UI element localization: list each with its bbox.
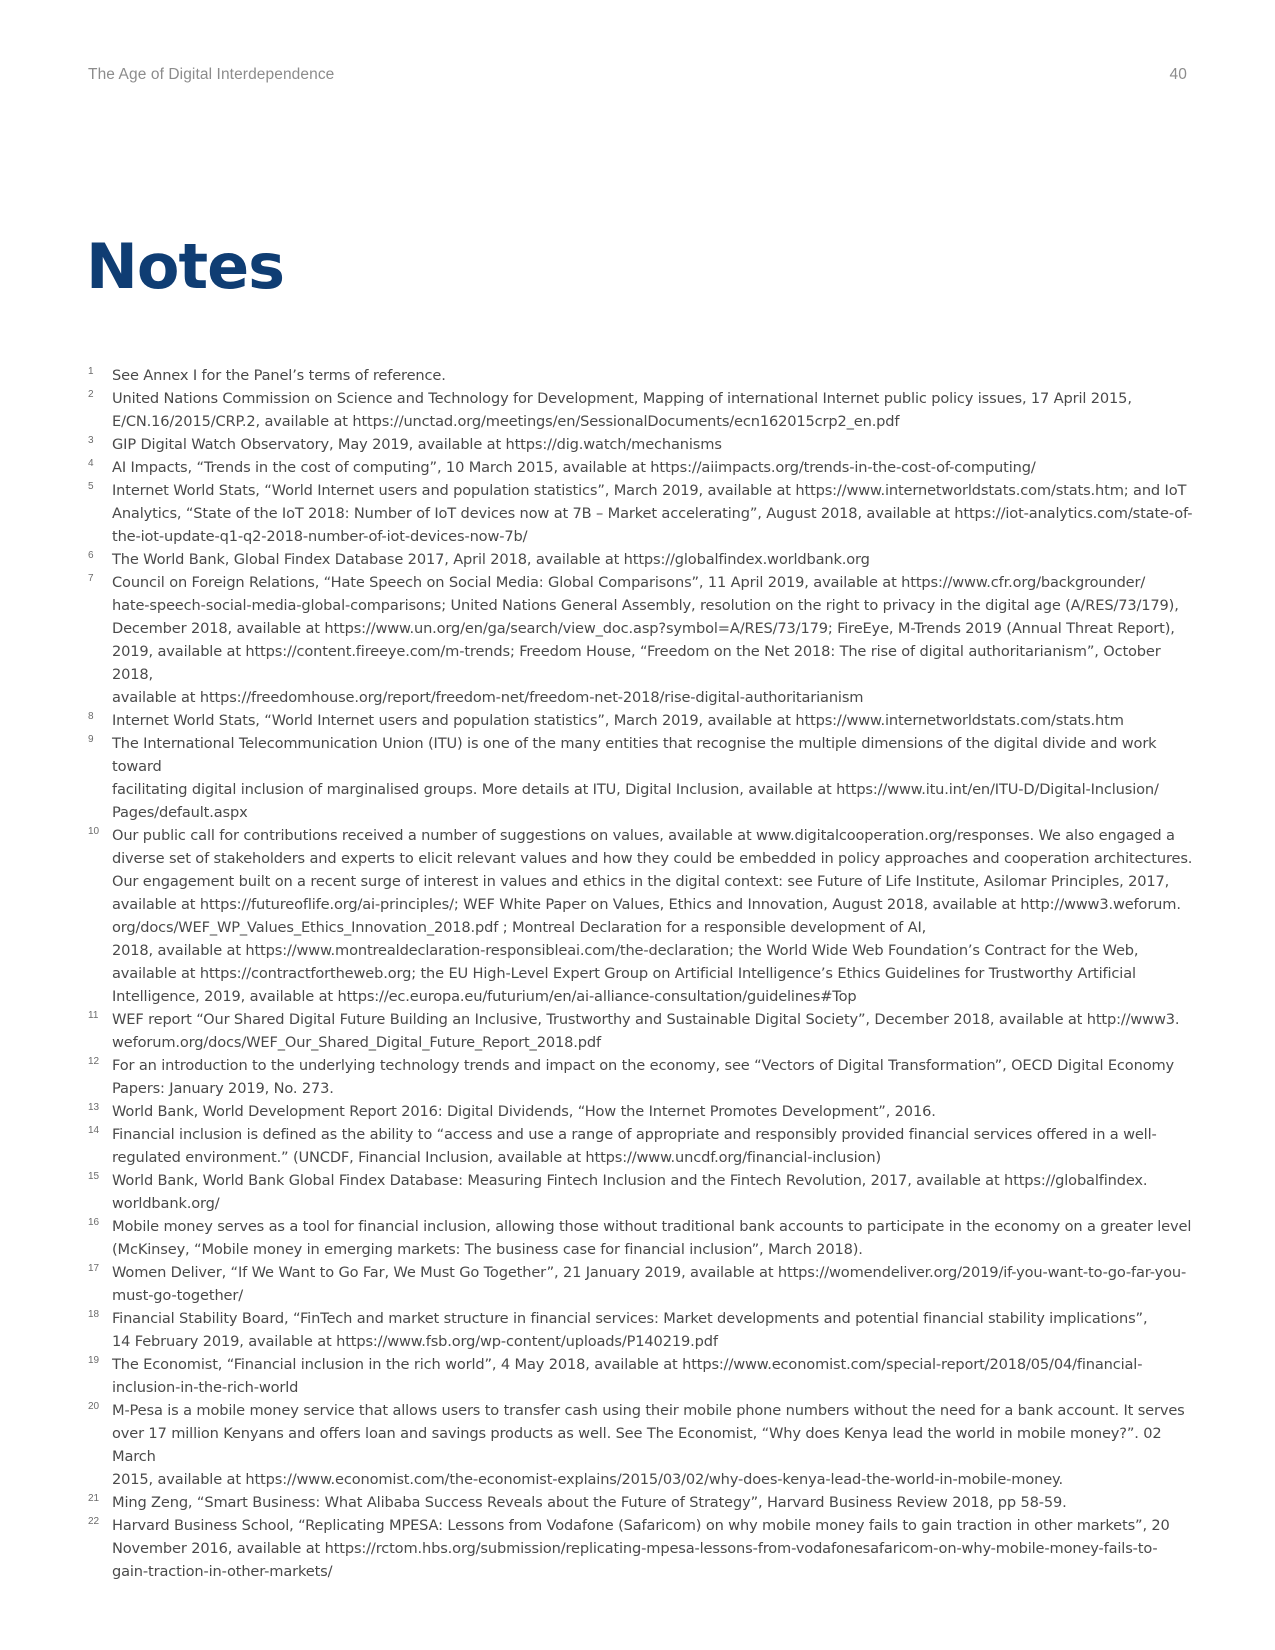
note-number: 8 [88, 711, 94, 722]
note-item [88, 571, 1193, 709]
note-item [88, 387, 1193, 433]
note-text: M-Pesa is a mobile money service that allows users to transfer cash using their mobile phone numbers without the need for a bank account. It serves over 17 million Kenyans and offers loan and savings products as well. See The Economist, “Why does Kenya lead the world in mobile money?”. 02 March 2015, available at https://www.economist.com/the-economist-explains/2015/03/02/why-does-kenya-lead-the-world-in-mobile-money. [112, 1402, 1185, 1488]
note-item [88, 1491, 1193, 1514]
note-number: 5 [88, 481, 94, 492]
note-text: The World Bank, Global Findex Database 2017, April 2018, available at https://globalfindex.worldbank.org [112, 551, 870, 568]
note-number: 2 [88, 389, 94, 400]
note-item [88, 709, 1193, 732]
note-number: 6 [88, 550, 94, 561]
note-item [88, 1100, 1193, 1123]
note-text: Our public call for contributions received a number of suggestions on values, available at www.digitalcooperation.org/responses. We also engaged a diverse set of stakeholders and experts to elicit relevant values and how they could be embedded in policy approaches and cooperation architectures. Our engagement built on a recent surge of interest in values and ethics in the digital context: see Future of Life Institute, Asilomar Principles, 2017, available at https://futureoflife.org/ai-principles/; WEF White Paper on Values, Ethics and Innovation, August 2018, available at http://www3.weforum. org/docs/WEF_WP_Values_Ethics_Innovation_2018.pdf ; Montreal Declaration for a responsible development of AI, 2018, available at https://www.montrealdeclaration-responsibleai.com/the-declaration; the World Wide Web Foundation’s Contract for the Web, available at https://contractfortheweb.org; the EU High-Level Expert Group on Artificial Intelligence’s Ethics Guidelines for Trustworthy Artificial Intelligence, 2019, available at https://ec.europa.eu/futurium/en/ai-alliance-consultation/guidelines#Top [112, 827, 1193, 1005]
note-item [88, 1353, 1193, 1399]
notes-list [88, 364, 1193, 1583]
note-text: The Economist, “Financial inclusion in the rich world”, 4 May 2018, available at https://www.economist.com/special-report/2018/05/04/financial- inclusion-in-the-rich-world [112, 1356, 1143, 1396]
note-item [88, 1123, 1193, 1169]
note-number: 21 [88, 1493, 100, 1504]
note-text: United Nations Commission on Science and Technology for Development, Mapping of international Internet public policy issues, 17 April 2015, E/CN.16/2015/CRP.2, available at https://unctad.org/meetings/en/SessionalDocuments/ecn162015crp2_en.pdf [112, 390, 1132, 430]
note-text: GIP Digital Watch Observatory, May 2019, available at https://dig.watch/mechanisms [112, 436, 722, 453]
note-number: 3 [88, 435, 94, 446]
note-item [88, 1261, 1193, 1307]
note-text: See Annex I for the Panel’s terms of reference. [112, 367, 446, 384]
note-number: 14 [88, 1125, 100, 1136]
page-number: 40 [1169, 66, 1187, 83]
note-item [88, 364, 1193, 387]
page-title: Notes [86, 230, 285, 303]
note-item [88, 1008, 1193, 1054]
note-number: 15 [88, 1171, 100, 1182]
note-number: 12 [88, 1056, 100, 1067]
note-number: 18 [88, 1309, 100, 1320]
note-item [88, 1169, 1193, 1215]
note-text: World Bank, World Bank Global Findex Database: Measuring Fintech Inclusion and the Fintech Revolution, 2017, available at https://globalfindex. worldbank.org/ [112, 1172, 1148, 1212]
note-item [88, 479, 1193, 548]
note-text: Financial Stability Board, “FinTech and market structure in financial services: Market developments and potential financial stability implications”, 14 February 2019, available at https://www.fsb.org/wp-content/uploads/P140219.pdf [112, 1310, 1148, 1350]
note-text: World Bank, World Development Report 2016: Digital Dividends, “How the Internet Promotes Development”, 2016. [112, 1103, 936, 1120]
note-item [88, 456, 1193, 479]
note-item [88, 1399, 1193, 1491]
note-item [88, 1215, 1193, 1261]
note-text: Council on Foreign Relations, “Hate Speech on Social Media: Global Comparisons”, 11 April 2019, available at https://www.cfr.org/backgrounder/ hate-speech-social-media-global-comparisons; United Nations General Assembly, resolution on the right to privacy in the digital age (A/RES/73/179), December 2018, available at https://www.un.org/en/ga/search/view_doc.asp?symbol=A/RES/73/179; FireEye, M-Trends 2019 (Annual Threat Report), 2019, available at https://content.fireeye.com/m-trends; Freedom House, “Freedom on the Net 2018: The rise of digital authoritarianism”, October 2018, available at https://freedomhouse.org/report/freedom-net/freedom-net-2018/rise-digital-authoritarianism [112, 574, 1179, 706]
note-text: Internet World Stats, “World Internet users and population statistics”, March 2019, available at https://www.internetworldstats.com/stats.htm [112, 712, 1124, 729]
note-text: Internet World Stats, “World Internet users and population statistics”, March 2019, available at https://www.internetworldstats.com/stats.htm; and IoT Analytics, “State of the IoT 2018: Number of IoT devices now at 7B – Market accelerating”, August 2018, available at https://iot-analytics.com/state-of- the-iot-update-q1-q2-2018-number-of-iot-devices-now-7b/ [112, 482, 1193, 545]
note-text: Women Deliver, “If We Want to Go Far, We Must Go Together”, 21 January 2019, available at https://womendeliver.org/2019/if-you-want-to-go-far-you- must-go-together/ [112, 1264, 1187, 1304]
running-header [88, 66, 1187, 84]
note-item [88, 433, 1193, 456]
note-text: WEF report “Our Shared Digital Future Building an Inclusive, Trustworthy and Sustainable Digital Society”, December 2018, available at http://www3. weforum.org/docs/WEF_Our_Shared_Digital_Future_Report_2018.pdf [112, 1011, 1180, 1051]
note-text: AI Impacts, “Trends in the cost of computing”, 10 March 2015, available at https://aiimpacts.org/trends-in-the-cost-of-computing/ [112, 459, 1036, 476]
running-title: The Age of Digital Interdependence [88, 66, 335, 83]
note-item [88, 824, 1193, 1008]
note-text: Ming Zeng, “Smart Business: What Alibaba Success Reveals about the Future of Strategy”, Harvard Business Review 2018, pp 58-59. [112, 1494, 1067, 1511]
note-item [88, 1514, 1193, 1583]
note-number: 10 [88, 826, 100, 837]
note-number: 16 [88, 1217, 100, 1228]
note-number: 17 [88, 1263, 100, 1274]
note-item [88, 732, 1193, 824]
note-text: For an introduction to the underlying technology trends and impact on the economy, see “Vectors of Digital Transformation”, OECD Digital Economy Papers: January 2019, No. 273. [112, 1057, 1175, 1097]
note-item [88, 1307, 1193, 1353]
note-text: Harvard Business School, “Replicating MPESA: Lessons from Vodafone (Safaricom) on why mobile money fails to gain traction in other markets”, 20 November 2016, available at https://rctom.hbs.org/submission/replicating-mpesa-lessons-from-vodafonesafaricom-on-why-mobile-money-fails-to- gain-traction-in-other-markets/ [112, 1517, 1170, 1580]
note-number: 11 [88, 1010, 99, 1021]
note-number: 22 [88, 1516, 100, 1527]
note-number: 7 [88, 573, 94, 584]
note-item [88, 1054, 1193, 1100]
note-number: 20 [88, 1401, 100, 1412]
note-text: Financial inclusion is defined as the ability to “access and use a range of appropriate and responsibly provided financial services offered in a well- regulated environment.” (UNCDF, Financial Inclusion, available at https://www.uncdf.org/financial-inclusion) [112, 1126, 1157, 1166]
note-number: 1 [88, 366, 94, 377]
note-item [88, 548, 1193, 571]
note-text: Mobile money serves as a tool for financial inclusion, allowing those without traditional bank accounts to participate in the economy on a greater level (McKinsey, “Mobile money in emerging markets: The business case for financial inclusion”, March 2018). [112, 1218, 1192, 1258]
note-number: 13 [88, 1102, 100, 1113]
note-text: The International Telecommunication Union (ITU) is one of the many entities that recognise the multiple dimensions of the digital divide and work toward facilitating digital inclusion of marginalised groups. More details at ITU, Digital Inclusion, available at https://www.itu.int/en/ITU-D/Digital-Inclusion/ Pages/default.aspx [112, 735, 1159, 821]
note-number: 9 [88, 734, 94, 745]
note-number: 19 [88, 1355, 100, 1366]
note-number: 4 [88, 458, 94, 469]
